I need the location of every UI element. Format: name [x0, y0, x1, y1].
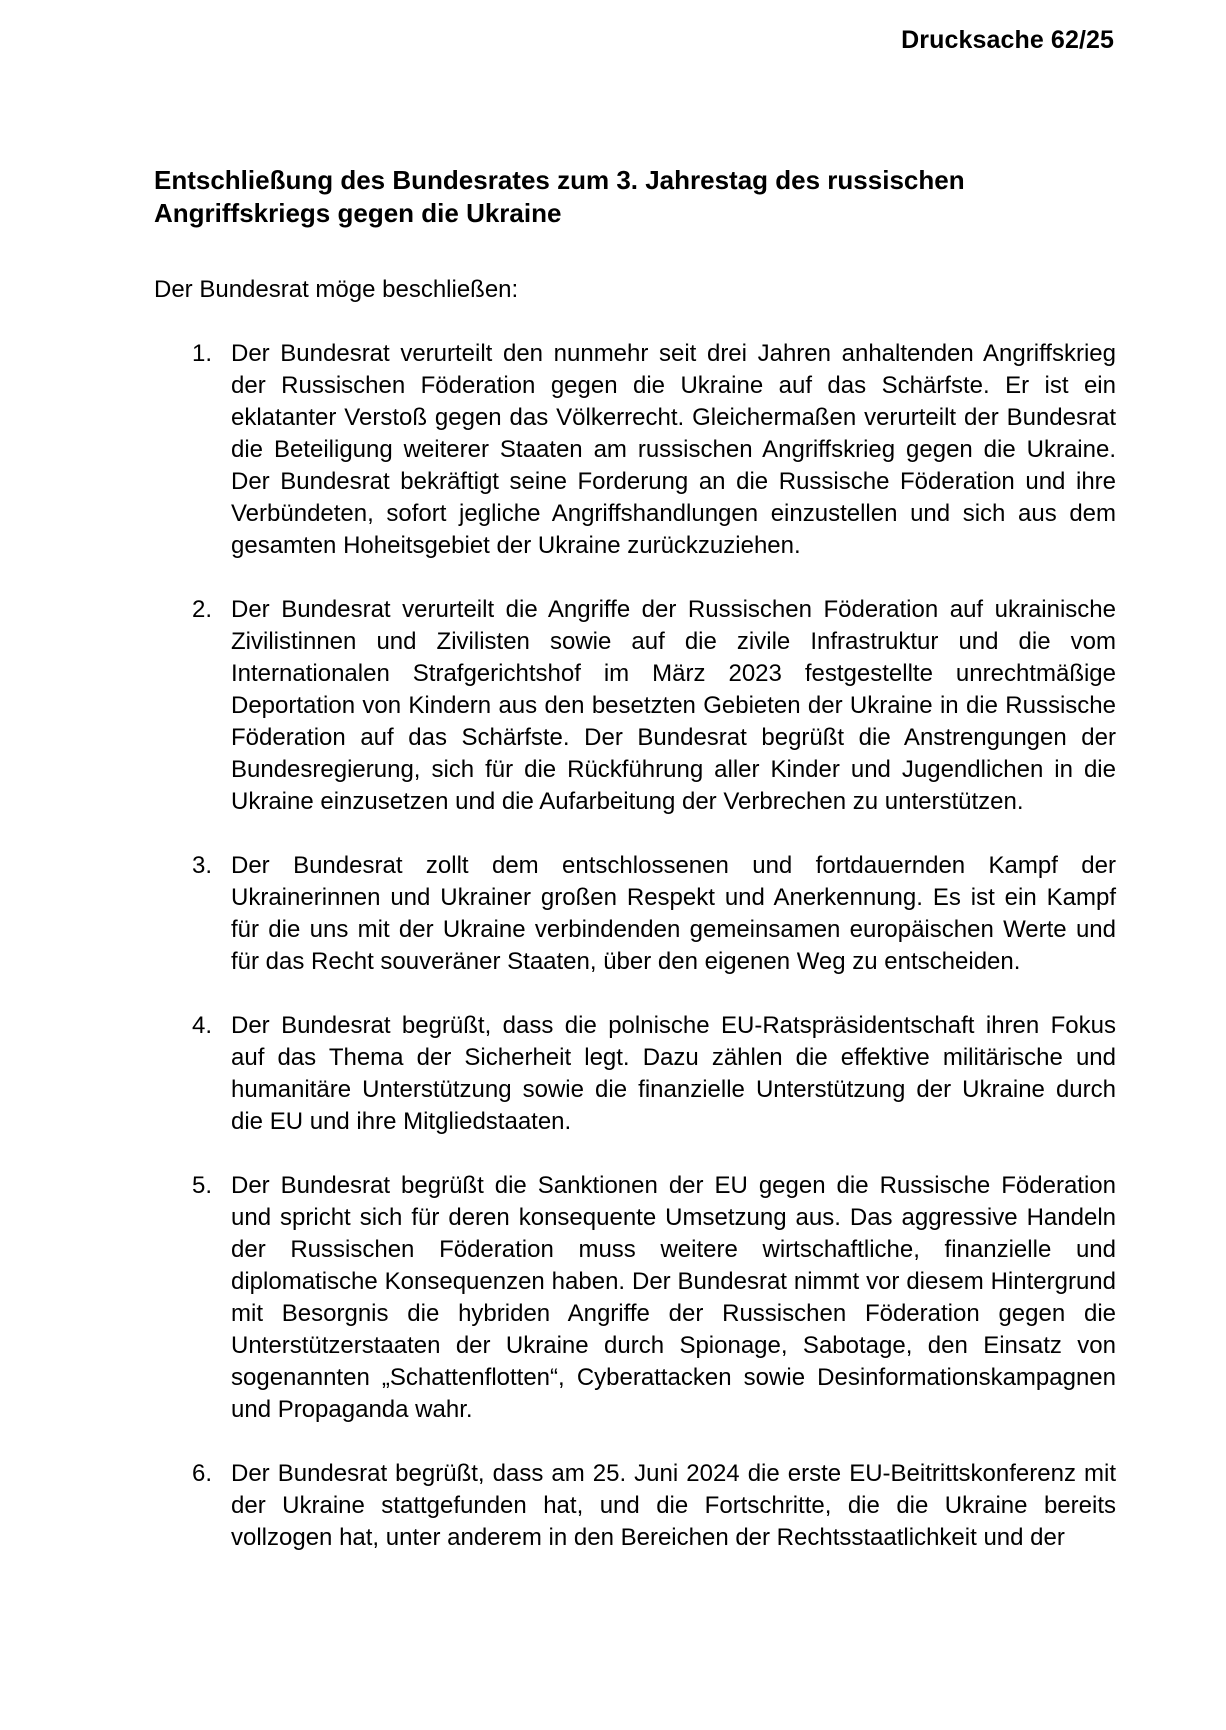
item-text: Der Bundesrat begrüßt, dass am 25. Juni 2024 die erste EU-Beitrittskonferenz mit der Ukraine stattgefunden hat, und die Fortschritte, die die Ukraine bereits vollzogen hat, unter anderem in den Bereichen der Rechtsstaatlichkeit und der [231, 1460, 1116, 1551]
resolution-item-5 [154, 1170, 1116, 1426]
resolution-list [154, 338, 1116, 1554]
item-number: 1. [192, 340, 213, 367]
resolution-item-3 [154, 850, 1116, 978]
resolution-item-1 [154, 338, 1116, 562]
item-text: Der Bundesrat verurteilt den nunmehr seit drei Jahren anhaltenden Angriffskrieg der Russischen Föderation gegen die Ukraine auf das Schärfste. Er ist ein eklatanter Verstoß gegen das Völkerrecht. Gleichermaßen verurteilt der Bundesrat die Beteiligung weiterer Staaten am russischen Angriffskrieg gegen die Ukraine. Der Bundesrat bekräftigt seine Forderung an die Russische Föderation und ihre Verbündeten, sofort jegliche Angriffshandlungen einzustellen und sich aus dem gesamten Hoheitsgebiet der Ukraine zurückzuziehen. [231, 340, 1116, 559]
item-text: Der Bundesrat zollt dem entschlossenen und fortdauernden Kampf der Ukrainerinnen und Ukrainer großen Respekt und Anerkennung. Es ist ein Kampf für die uns mit der Ukraine verbindenden gemeinsamen europäischen Werte und für das Recht souveräner Staaten, über den eigenen Weg zu entscheiden. [231, 852, 1116, 975]
document-reference: Drucksache 62/25 [901, 26, 1114, 54]
item-text: Der Bundesrat begrüßt, dass die polnische EU-Ratspräsidentschaft ihren Fokus auf das Thema der Sicherheit legt. Dazu zählen die effektive militärische und humanitäre Unterstützung sowie die finanzielle Unterstützung der Ukraine durch die EU und ihre Mitgliedstaaten. [231, 1012, 1116, 1135]
item-text: Der Bundesrat begrüßt die Sanktionen der EU gegen die Russische Föderation und spricht sich für deren konsequente Umsetzung aus. Das aggressive Handeln der Russischen Föderation muss weitere wirtschaftliche, finanzielle und diplomatische Konsequenzen haben. Der Bundesrat nimmt vor diesem Hintergrund mit Besorgnis die hybriden Angriffe der Russischen Föderation gegen die Unterstützerstaaten der Ukraine durch Spionage, Sabotage, den Einsatz von sogenannten „Schattenflotten“, Cyberattacken sowie Desinformationskampagnen und Propaganda wahr. [231, 1172, 1116, 1423]
item-text: Der Bundesrat verurteilt die Angriffe der Russischen Föderation auf ukrainische Zivilistinnen und Zivilisten sowie auf die zivile Infrastruktur und die vom Internationalen Strafgerichtshof im März 2023 festgestellte unrechtmäßige Deportation von Kindern aus den besetzten Gebieten der Ukraine in die Russische Föderation auf das Schärfste. Der Bundesrat begrüßt die Anstrengungen der Bundesregierung, sich für die Rückführung aller Kinder und Jugendlichen in die Ukraine einzusetzen und die Aufarbeitung der Verbrechen zu unterstützen. [231, 596, 1116, 815]
item-number: 3. [192, 852, 213, 879]
resolution-item-6 [154, 1458, 1116, 1554]
item-number: 5. [192, 1172, 213, 1199]
resolution-item-4 [154, 1010, 1116, 1138]
item-number: 2. [192, 596, 213, 623]
document-intro: Der Bundesrat möge beschließen: [154, 276, 519, 303]
resolution-item-2 [154, 594, 1116, 818]
document-body [154, 164, 1116, 1586]
item-number: 4. [192, 1012, 213, 1039]
item-number: 6. [192, 1460, 213, 1487]
document-title: Entschließung des Bundesrates zum 3. Jahrestag des russischen Angriffskriegs gegen die Ukraine [154, 165, 965, 228]
